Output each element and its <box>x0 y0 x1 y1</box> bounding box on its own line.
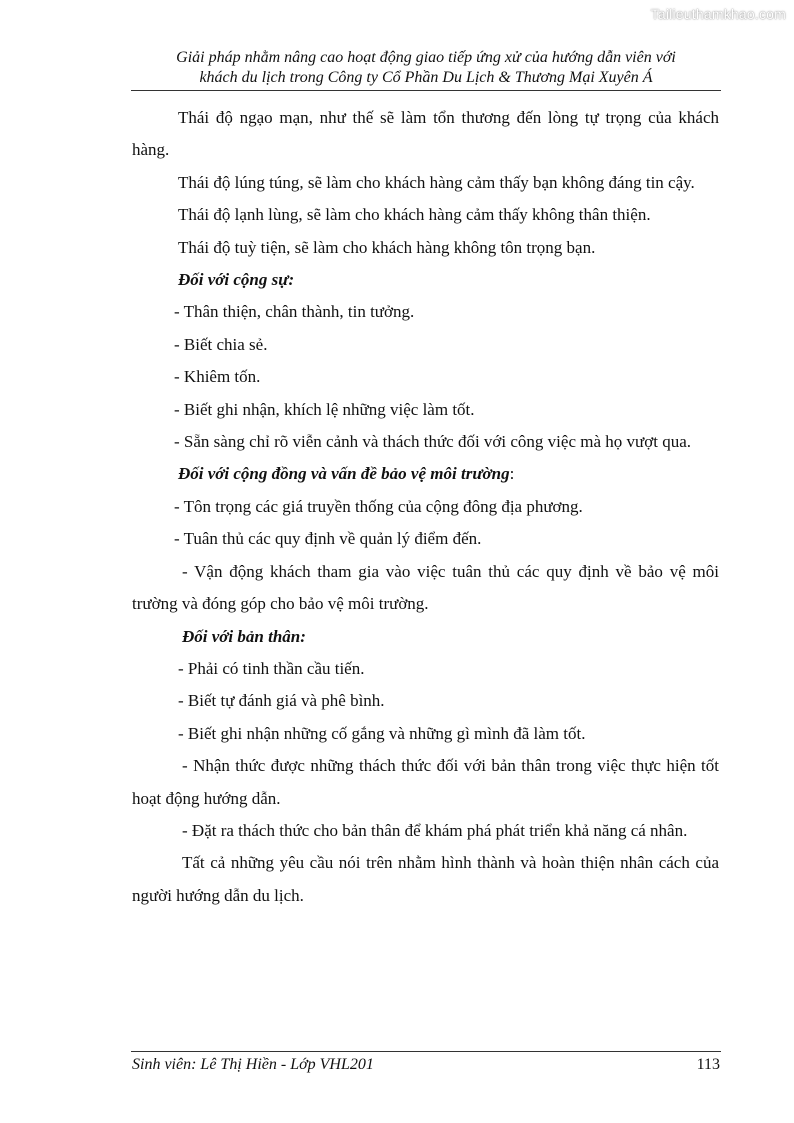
list-item: - Tôn trọng các giá truyền thống của cộng đông địa phương. <box>174 496 583 516</box>
header-line-1: Giải pháp nhằm nâng cao hoạt động giao tiếp ứng xử của hướng dẫn viên với <box>176 49 676 66</box>
list-item: - Đặt ra thách thức cho bản thân để khám phá phát triển khả năng cá nhân. <box>182 820 688 840</box>
list-item: - Vận động khách tham gia vào việc tuân thủ các quy định về bảo vệ môi trường và đóng góp cho bảo vệ môi trường. <box>132 561 719 614</box>
page-number: 113 <box>696 1056 720 1073</box>
heading-community-line <box>132 458 719 490</box>
heading-colleagues: Đối với cộng sự: <box>178 270 295 290</box>
heading-community: Đối với cộng đồng và vấn đề bảo vệ môi trường <box>178 464 510 484</box>
header-line-2: khách du lịch trong Công ty Cổ Phần Du Lịch & Thương Mại Xuyên Á <box>199 69 653 86</box>
watermark: Tailieuthamkhao.com <box>650 6 786 22</box>
heading-community-colon: : <box>509 464 515 484</box>
list-item: - Khiêm tốn. <box>174 367 261 387</box>
list-item: - Thân thiện, chân thành, tin tưởng. <box>174 302 415 322</box>
paragraph-careless: Thái độ tuỳ tiện, sẽ làm cho khách hàng không tôn trọng bạn. <box>178 237 596 257</box>
list-item: - Sẵn sàng chỉ rõ viễn cảnh và thách thức đối với công việc mà họ vượt qua. <box>174 432 691 452</box>
list-item: - Biết chia sẻ. <box>174 334 268 354</box>
heading-self: Đối với bản thân: <box>182 626 306 646</box>
header-divider <box>131 90 721 91</box>
page-body <box>132 102 719 912</box>
list-item: - Biết tự đánh giá và phê bình. <box>178 691 385 711</box>
footer-divider <box>131 1051 721 1052</box>
list-item: - Tuân thủ các quy định về quản lý điểm đến. <box>174 529 482 549</box>
paragraph-confused: Thái độ lúng túng, sẽ làm cho khách hàng cảm thấy bạn không đáng tin cậy. <box>178 172 695 192</box>
running-header <box>131 48 721 88</box>
list-item: - Biết ghi nhận những cố gắng và những gì mình đã làm tốt. <box>178 723 586 743</box>
list-item: - Phải có tinh thần cầu tiến. <box>178 658 365 678</box>
paragraph-cold: Thái độ lạnh lùng, sẽ làm cho khách hàng cảm thấy không thân thiện. <box>178 205 651 225</box>
paragraph-arrogant: Thái độ ngạo mạn, như thế sẽ làm tổn thương đến lòng tự trọng của khách hàng. <box>132 108 719 160</box>
footer-student: Sinh viên: Lê Thị Hiền - Lớp VHL201 <box>132 1056 374 1073</box>
paragraph-conclusion: Tất cả những yêu cầu nói trên nhằm hình thành và hoàn thiện nhân cách của người hướng dẫn du lịch. <box>132 853 719 905</box>
list-item: - Biết ghi nhận, khích lệ những việc làm tốt. <box>174 399 475 419</box>
list-item: - Nhận thức được những thách thức đối với bản thân trong việc thực hiện tốt hoạt động hướng dẫn. <box>132 756 719 808</box>
